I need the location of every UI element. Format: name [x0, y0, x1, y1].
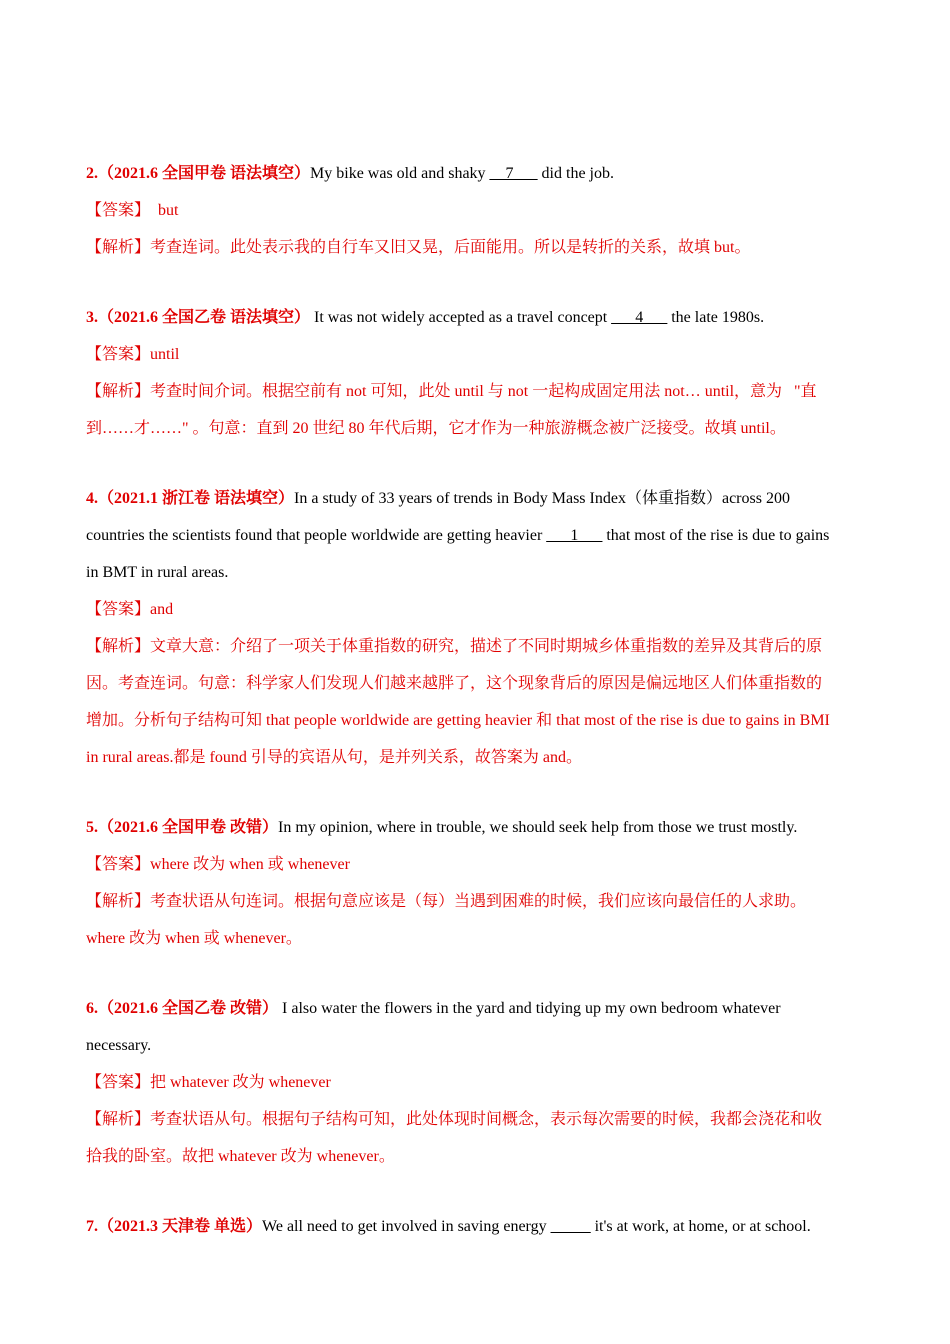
question-text: My bike was old and shaky: [310, 165, 490, 182]
analysis-text: 考查状语从句连词。根据句意应该是（每）当遇到困难的时候，我们应该向最信任的人求助。: [150, 893, 807, 910]
question-7: [86, 1208, 864, 1245]
analysis-line: [86, 739, 864, 776]
question-6: [86, 990, 864, 1027]
answer-blank: ___4___: [611, 309, 668, 326]
analysis-line: [86, 883, 864, 920]
analysis-text: 考查时间介词。根据空前有 not 可知，此处 until 与 not 一起构成固定用法 not… until，意为 "直: [150, 383, 817, 400]
answer-line: [86, 192, 864, 229]
answer-text: but: [150, 202, 179, 219]
answer-line: [86, 846, 864, 883]
analysis-line: [86, 373, 864, 410]
question-text: countries the scientists found that people worldwide are getting heavier: [86, 527, 547, 544]
question-5: [86, 809, 864, 846]
analysis-line: [86, 920, 864, 957]
analysis-text: 增加。分析句子结构可知 that people worldwide are getting heavier 和 that most of the rise is due to gains in BMI: [86, 712, 830, 729]
analysis-label: 【解析】: [86, 383, 151, 400]
analysis-label: 【解析】: [86, 239, 151, 256]
answer-text: where 改为 when 或 whenever: [150, 856, 350, 873]
answer-line: [86, 591, 864, 628]
question-text: In a study of 33 years of trends in Body Mass Index（体重指数）across 200: [294, 490, 790, 507]
analysis-line: [86, 1138, 864, 1175]
document-page: [86, 155, 864, 1245]
question-tag: 4.（2021.1 浙江卷 语法填空）: [86, 490, 295, 507]
answer-text: and: [150, 601, 174, 618]
analysis-line: [86, 628, 864, 665]
analysis-label: 【解析】: [86, 638, 151, 655]
analysis-line: [86, 1101, 864, 1138]
question-tag: 3.（2021.6 全国乙卷 语法填空）: [86, 309, 311, 326]
question-text: in BMT in rural areas.: [86, 564, 229, 581]
analysis-label: 【解析】: [86, 893, 151, 910]
analysis-text: 文章大意：介绍了一项关于体重指数的研究，描述了不同时期城乡体重指数的差异及其背后的原: [150, 638, 823, 655]
answer-blank: _____: [550, 1218, 591, 1235]
question-text: it's at work, at home, or at school.: [590, 1218, 811, 1235]
analysis-line: [86, 665, 864, 702]
answer-text: 把 whatever 改为 whenever: [150, 1074, 331, 1091]
analysis-text: 考查连词。此处表示我的自行车又旧又晃，后面能用。所以是转折的关系，故填 but。: [150, 239, 751, 256]
question-text: did the job.: [537, 165, 614, 182]
question-tag: 7.（2021.3 天津卷 单选）: [86, 1218, 263, 1235]
analysis-text: 拾我的卧室。故把 whatever 改为 whenever。: [86, 1148, 395, 1165]
answer-blank: ___1___: [546, 527, 603, 544]
answer-blank: __7___: [489, 165, 538, 182]
question-text: It was not widely accepted as a travel concept: [310, 309, 612, 326]
question-tag: 2.（2021.6 全国甲卷 语法填空）: [86, 165, 311, 182]
question-text: We all need to get involved in saving energy: [262, 1218, 551, 1235]
question-text: necessary.: [86, 1037, 152, 1054]
question-tag: 5.（2021.6 全国甲卷 改错）: [86, 819, 279, 836]
analysis-line: [86, 410, 864, 447]
answer-label: 【答案】: [86, 1074, 151, 1091]
question-4: [86, 480, 864, 517]
question-2: [86, 155, 864, 192]
question-text-line: [86, 1027, 864, 1064]
question-text: the late 1980s.: [667, 309, 765, 326]
question-text: In my opinion, where in trouble, we should seek help from those we trust mostly.: [278, 819, 798, 836]
analysis-text: 因。考查连词。句意：科学家人们发现人们越来越胖了，这个现象背后的原因是偏远地区人们体重指数的: [86, 675, 823, 692]
question-text-line: [86, 517, 864, 554]
answer-line: [86, 336, 864, 373]
analysis-line: [86, 702, 864, 739]
analysis-text: where 改为 when 或 whenever。: [86, 930, 302, 947]
answer-text: until: [150, 346, 180, 363]
answer-label: 【答案】: [86, 202, 151, 219]
question-text: I also water the flowers in the yard and tidying up my own bedroom whatever: [278, 1000, 781, 1017]
analysis-text: 考查状语从句。根据句子结构可知，此处体现时间概念，表示每次需要的时候，我都会浇花和收: [150, 1111, 823, 1128]
analysis-label: 【解析】: [86, 1111, 151, 1128]
answer-label: 【答案】: [86, 856, 151, 873]
question-text: that most of the rise is due to gains: [602, 527, 830, 544]
answer-label: 【答案】: [86, 346, 151, 363]
answer-label: 【答案】: [86, 601, 151, 618]
analysis-text: 到……才……" 。句意：直到 20 世纪 80 年代后期，它才作为一种旅游概念被广泛接受。故填 until。: [86, 420, 786, 437]
answer-line: [86, 1064, 864, 1101]
analysis-text: in rural areas.都是 found 引导的宾语从句，是并列关系，故答案为 and。: [86, 749, 582, 766]
question-text-line: [86, 554, 864, 591]
question-tag: 6.（2021.6 全国乙卷 改错）: [86, 1000, 279, 1017]
question-3: [86, 299, 864, 336]
analysis-line: [86, 229, 864, 266]
